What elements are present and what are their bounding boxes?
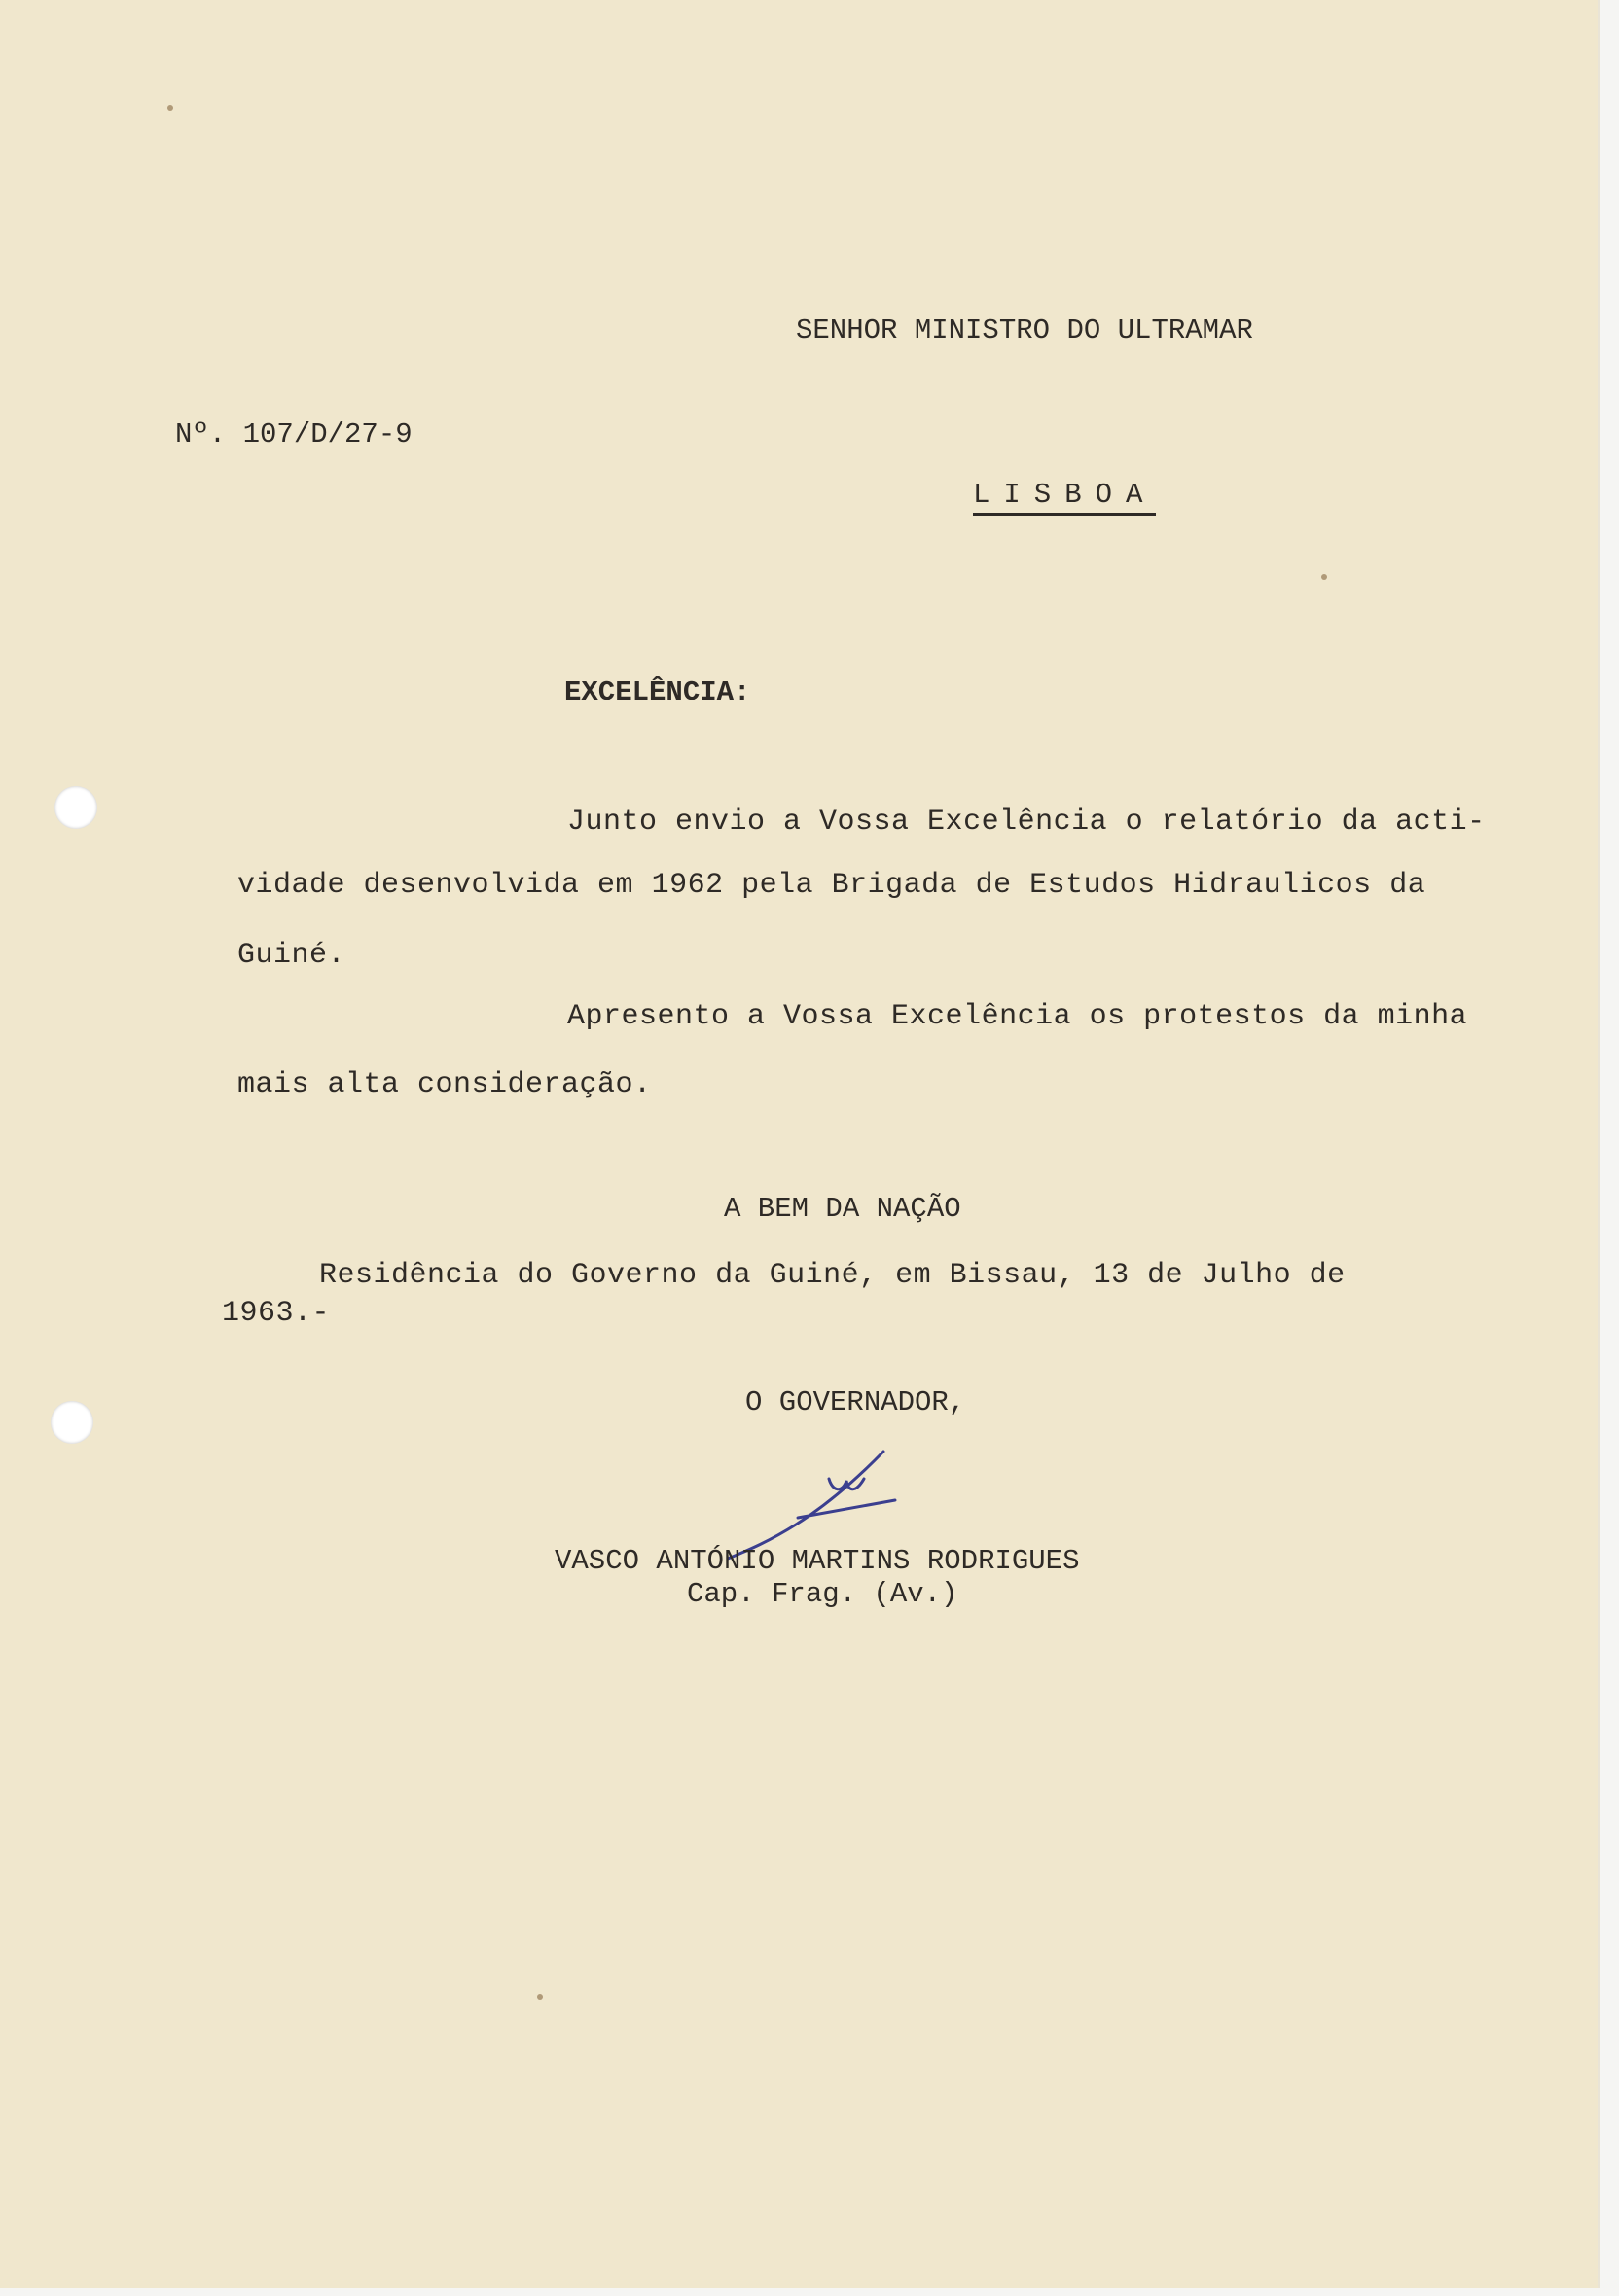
addressee: SENHOR MINISTRO DO ULTRAMAR bbox=[796, 314, 1253, 346]
signer-rank: Cap. Frag. (Av.) bbox=[687, 1578, 958, 1610]
punch-hole-bottom bbox=[51, 1401, 93, 1444]
paper-speck bbox=[1321, 574, 1327, 580]
punch-hole-top bbox=[54, 786, 97, 829]
paragraph2-line2: mais alta consideração. bbox=[237, 1068, 652, 1101]
paragraph1-line3: Guiné. bbox=[237, 939, 346, 972]
paragraph2-line1: Apresento a Vossa Excelência os protestos da minha bbox=[567, 1000, 1468, 1033]
signer-name: VASCO ANTÓNIO MARTINS RODRIGUES bbox=[555, 1545, 1080, 1577]
paper-speck bbox=[537, 1994, 543, 2000]
paper-speck bbox=[167, 105, 173, 111]
place-date-line2: 1963.- bbox=[222, 1297, 331, 1330]
paragraph1-line1: Junto envio a Vossa Excelência o relatório da acti- bbox=[567, 806, 1486, 839]
signer-title: O GOVERNADOR, bbox=[745, 1386, 966, 1418]
paragraph1-line2: vidade desenvolvida em 1962 pela Brigada de Estudos Hidraulicos da bbox=[237, 869, 1426, 902]
closing-motto: A BEM DA NAÇÃO bbox=[724, 1193, 961, 1225]
salutation: EXCELÊNCIA: bbox=[564, 676, 751, 708]
city-heading: LISBOA bbox=[973, 481, 1156, 516]
place-date-line1: Residência do Governo da Guiné, em Bissau, 13 de Julho de bbox=[319, 1259, 1346, 1292]
reference-number: Nº. 107/D/27-9 bbox=[175, 418, 413, 450]
